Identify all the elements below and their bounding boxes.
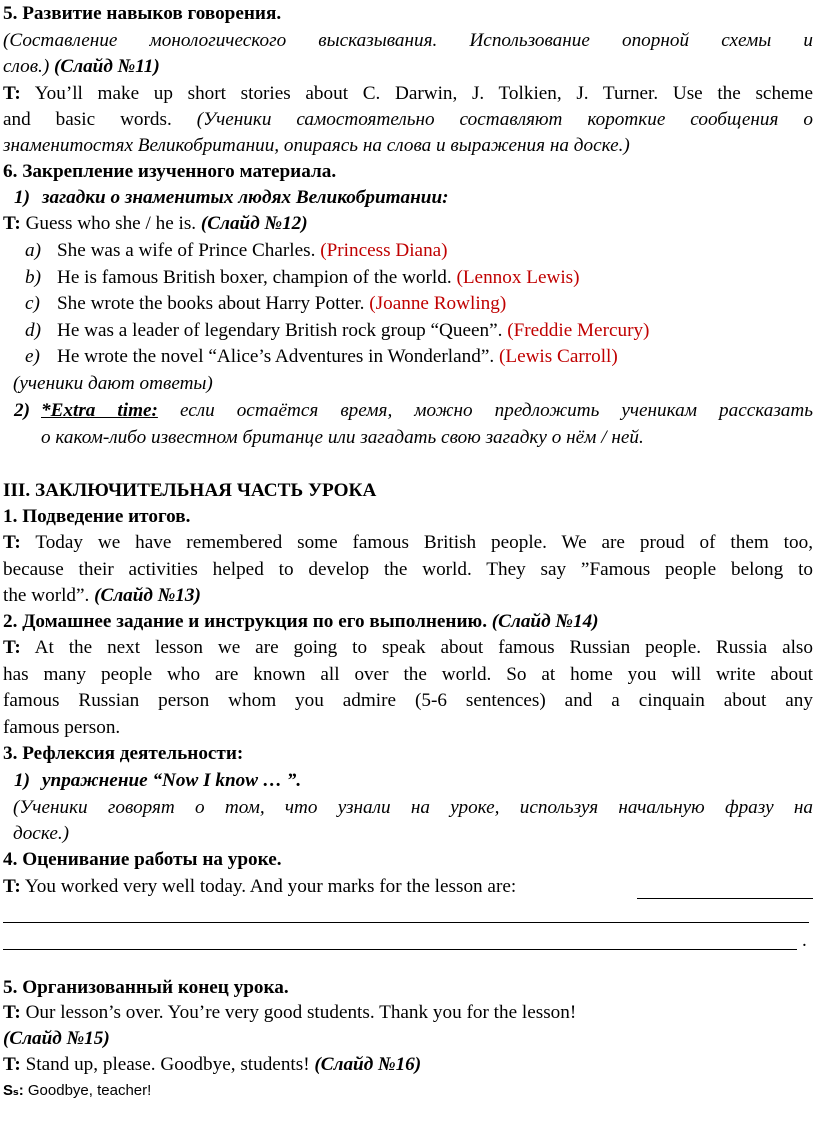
reflection-note-2: доске.)	[13, 823, 70, 844]
reflection-heading: 3. Рефлексия деятельности:	[3, 743, 244, 764]
teacher-label: T:	[3, 1002, 21, 1023]
answers-note: (ученики дают ответы)	[13, 373, 213, 394]
section-5-note-line-1: (Составление монологического высказывания. Использование опорной схемы и	[3, 30, 813, 51]
subitem-title: загадки о знаменитых людях Великобритании:	[42, 187, 449, 208]
summary-teacher-line-1	[3, 531, 813, 555]
slide-11-ref: (Слайд №11)	[54, 56, 160, 77]
riddle-letter: d)	[25, 320, 41, 341]
riddle-text: She was a wife of Prince Charles.	[57, 240, 316, 261]
section-6-heading: 6. Закрепление изученного материала.	[3, 161, 337, 182]
closing-teacher-line-1	[3, 1001, 813, 1025]
extra-time-text-1: если остаётся время, можно предложить ученикам рассказать	[179, 400, 813, 421]
summary-text-2: because their activities helped to develop the world. They say ”Famous people belong to	[3, 559, 813, 580]
slide-12-ref: (Слайд №12)	[200, 213, 308, 234]
riddle-letter: e)	[25, 346, 40, 367]
summary-line-3	[3, 584, 813, 608]
marks-end-period: .	[802, 930, 807, 951]
riddle-text: He wrote the novel “Alice’s Adventures in Wonderland”.	[57, 346, 495, 367]
summary-text-1: Today we have remembered some famous British people. We are proud of them too,	[35, 532, 813, 553]
riddle-letter: c)	[25, 293, 40, 314]
section-5-note2-start: (Ученики самостоятельно составляют короткие сообщения о	[196, 109, 814, 130]
riddle-text: He is famous British boxer, champion of the world.	[57, 267, 452, 288]
marks-blank-2	[3, 922, 809, 923]
homework-text-1: At the next lesson we are going to speak about famous Russian people. Russia also	[34, 637, 813, 658]
marks-blank-3	[3, 949, 797, 950]
assessment-teacher-line	[3, 875, 813, 899]
assessment-heading: 4. Оценивание работы на уроке.	[3, 849, 282, 870]
summary-heading: 1. Подведение итогов.	[3, 506, 191, 527]
assessment-text: You worked very well today. And your marks for the lesson are:	[24, 876, 517, 897]
slide-16-ref: (Слайд №16)	[314, 1054, 422, 1075]
slide-14-ref: (Слайд №14)	[491, 611, 599, 632]
closing-teacher-line-2	[3, 1053, 813, 1077]
closing-heading: 5. Организованный конец урока.	[3, 977, 289, 998]
homework-text-3: famous Russian person whom you admire (5-6 sentences) and a cinquain about any	[3, 690, 813, 711]
riddle-text: He was a leader of legendary British rock group “Queen”.	[57, 320, 503, 341]
section-6-teacher-line	[3, 212, 813, 236]
teacher-label: T:	[3, 1054, 21, 1075]
teacher-label: T:	[3, 876, 21, 897]
homework-text-2: has many people who are known all over the world. So at home you will write about	[3, 664, 813, 685]
teacher-label: T:	[3, 637, 21, 658]
teacher-label: T:	[3, 213, 21, 234]
summary-text-3: the world”.	[3, 585, 90, 606]
teacher-label: T:	[3, 83, 21, 104]
section-6-teacher-text: Guess who she / he is.	[25, 213, 197, 234]
teacher-label: T:	[3, 532, 21, 553]
marks-blank-1	[637, 898, 813, 899]
extra-time-text-2: о каком-либо известном британце или загадать свою загадку о нём / ней.	[41, 427, 644, 448]
part-3-heading: III. ЗАКЛЮЧИТЕЛЬНАЯ ЧАСТЬ УРОКА	[3, 480, 377, 501]
homework-text-4: famous person.	[3, 717, 121, 738]
slide-15-ref: (Слайд №15)	[3, 1028, 110, 1049]
riddle-answer: (Lewis Carroll)	[498, 346, 618, 367]
riddle-answer: (Freddie Mercury)	[507, 320, 650, 341]
students-line	[3, 1079, 813, 1103]
riddle-text: She wrote the books about Harry Potter.	[57, 293, 365, 314]
section-5-heading: 5. Развитие навыков говорения.	[3, 3, 282, 24]
slide-13-ref: (Слайд №13)	[94, 585, 201, 606]
reflection-note-1: (Ученики говорят о том, что узнали на уроке, используя начальную фразу на	[13, 797, 813, 818]
closing-text-1: Our lesson’s over. You’re very good students. Thank you for the lesson!	[25, 1002, 577, 1023]
section-5-teacher-line-1	[3, 82, 813, 106]
riddle-letter: b)	[25, 267, 41, 288]
section-5-teacher-text-2: and basic words.	[3, 109, 172, 130]
students-label: Sₛ:	[3, 1082, 24, 1099]
subitem-number: 1)	[14, 770, 30, 791]
closing-text-2: Stand up, please. Goodbye, students!	[25, 1054, 310, 1075]
students-reply: Goodbye, teacher!	[27, 1082, 152, 1099]
section-5-teacher-line-2	[3, 108, 813, 132]
riddle-letter: a)	[25, 240, 41, 261]
riddle-answer: (Joanne Rowling)	[369, 293, 507, 314]
riddle-answer: (Princess Diana)	[320, 240, 448, 261]
section-5-note2-end: знаменитостях Великобритании, опираясь на слова и выражения на доске.)	[3, 135, 630, 156]
section-5-note-line-2	[3, 55, 813, 79]
homework-heading-line	[3, 610, 813, 634]
riddle-answer: (Lennox Lewis)	[456, 267, 580, 288]
subitem-number: 2)	[14, 400, 30, 421]
subitem-number: 1)	[14, 187, 30, 208]
homework-teacher-line-1	[3, 636, 813, 660]
homework-heading: 2. Домашнее задание и инструкция по его выполнению.	[3, 611, 487, 632]
extra-time-label: *Extra time:	[41, 400, 158, 421]
section-5-note-end: слов.)	[3, 56, 50, 77]
reflection-exercise: упражнение “Now I know … ”.	[42, 770, 302, 791]
section-5-teacher-text-1: You’ll make up short stories about C. Darwin, J. Tolkien, J. Turner. Use the scheme	[34, 83, 813, 104]
